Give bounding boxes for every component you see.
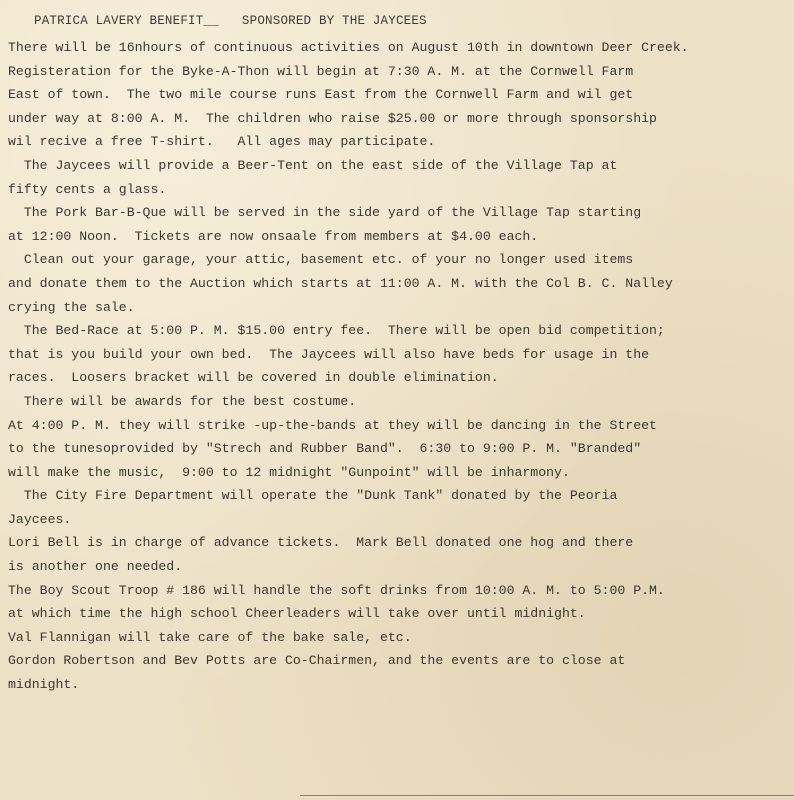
text-line: under way at 8:00 A. M. The children who raise $25.00 or more through sponsorship xyxy=(8,110,657,126)
text-line: There will be 16nhours of continuous activities on August 10th in downtown Deer Creek. xyxy=(8,40,689,55)
page-bottom-rule xyxy=(300,795,794,796)
text-line: East of town. The two mile course runs East from the Cornwell Farm and wil get xyxy=(8,87,634,103)
text-line: There will be awards for the best costume. xyxy=(8,393,357,409)
text-line: The Pork Bar-B-Que will be served in the side yard of the Village Tap starting xyxy=(8,205,642,221)
text-line: The Jaycees will provide a Beer-Tent on the east side of the Village Tap at xyxy=(8,157,618,173)
text-line: is another one needed. xyxy=(8,559,183,575)
text-line: The Bed-Race at 5:00 P. M. $15.00 entry fee. There will be open bid competition; xyxy=(8,323,665,339)
text-line: that is you build your own bed. The Jaycees will also have beds for usage in the xyxy=(8,346,650,362)
text-line: midnight. xyxy=(8,677,80,693)
text-line: wil recive a free T-shirt. All ages may participate. xyxy=(8,134,436,150)
text-line: Registeration for the Byke-A-Thon will begin at 7:30 A. M. at the Cornwell Farm xyxy=(8,63,634,79)
text-line: The Boy Scout Troop # 186 will handle the soft drinks from 10:00 A. M. to 5:00 P.M. xyxy=(8,582,665,598)
text-line: to the tunesoprovided by "Strech and Rubber Band". 6:30 to 9:00 P. M. "Branded" xyxy=(8,441,642,457)
text-line: crying the sale. xyxy=(8,299,135,315)
text-line: Gordon Robertson and Bev Potts are Co-Chairmen, and the events are to close at xyxy=(8,653,626,669)
text-line: Clean out your garage, your attic, basement etc. of your no longer used items xyxy=(8,252,634,268)
text-line: Jaycees. xyxy=(8,511,72,527)
text-line: fifty cents a glass. xyxy=(8,181,167,197)
text-line: Val Flannigan will take care of the bake sale, etc. xyxy=(8,629,412,645)
text-line: races. Loosers bracket will be covered in double elimination. xyxy=(8,370,499,386)
text-line: at 12:00 Noon. Tickets are now onsaale from members at $4.00 each. xyxy=(8,228,539,244)
text-line: and donate them to the Auction which starts at 11:00 A. M. with the Col B. C. Nalley xyxy=(8,275,673,291)
text-line: Lori Bell is in charge of advance tickets. Mark Bell donated one hog and there xyxy=(8,535,634,551)
text-line: at which time the high school Cheerleaders will take over until midnight. xyxy=(8,606,586,622)
text-line: At 4:00 P. M. they will strike -up-the-bands at they will be dancing in the Street xyxy=(8,417,657,433)
text-line: The City Fire Department will operate the "Dunk Tank" donated by the Peoria xyxy=(8,488,618,504)
text-line: will make the music, 9:00 to 12 midnight "Gunpoint" will be inharmony. xyxy=(8,464,570,480)
document-title: PATRICA LAVERY BENEFIT__ SPONSORED BY THE JAYCEES xyxy=(34,14,427,28)
document-body xyxy=(8,36,792,697)
